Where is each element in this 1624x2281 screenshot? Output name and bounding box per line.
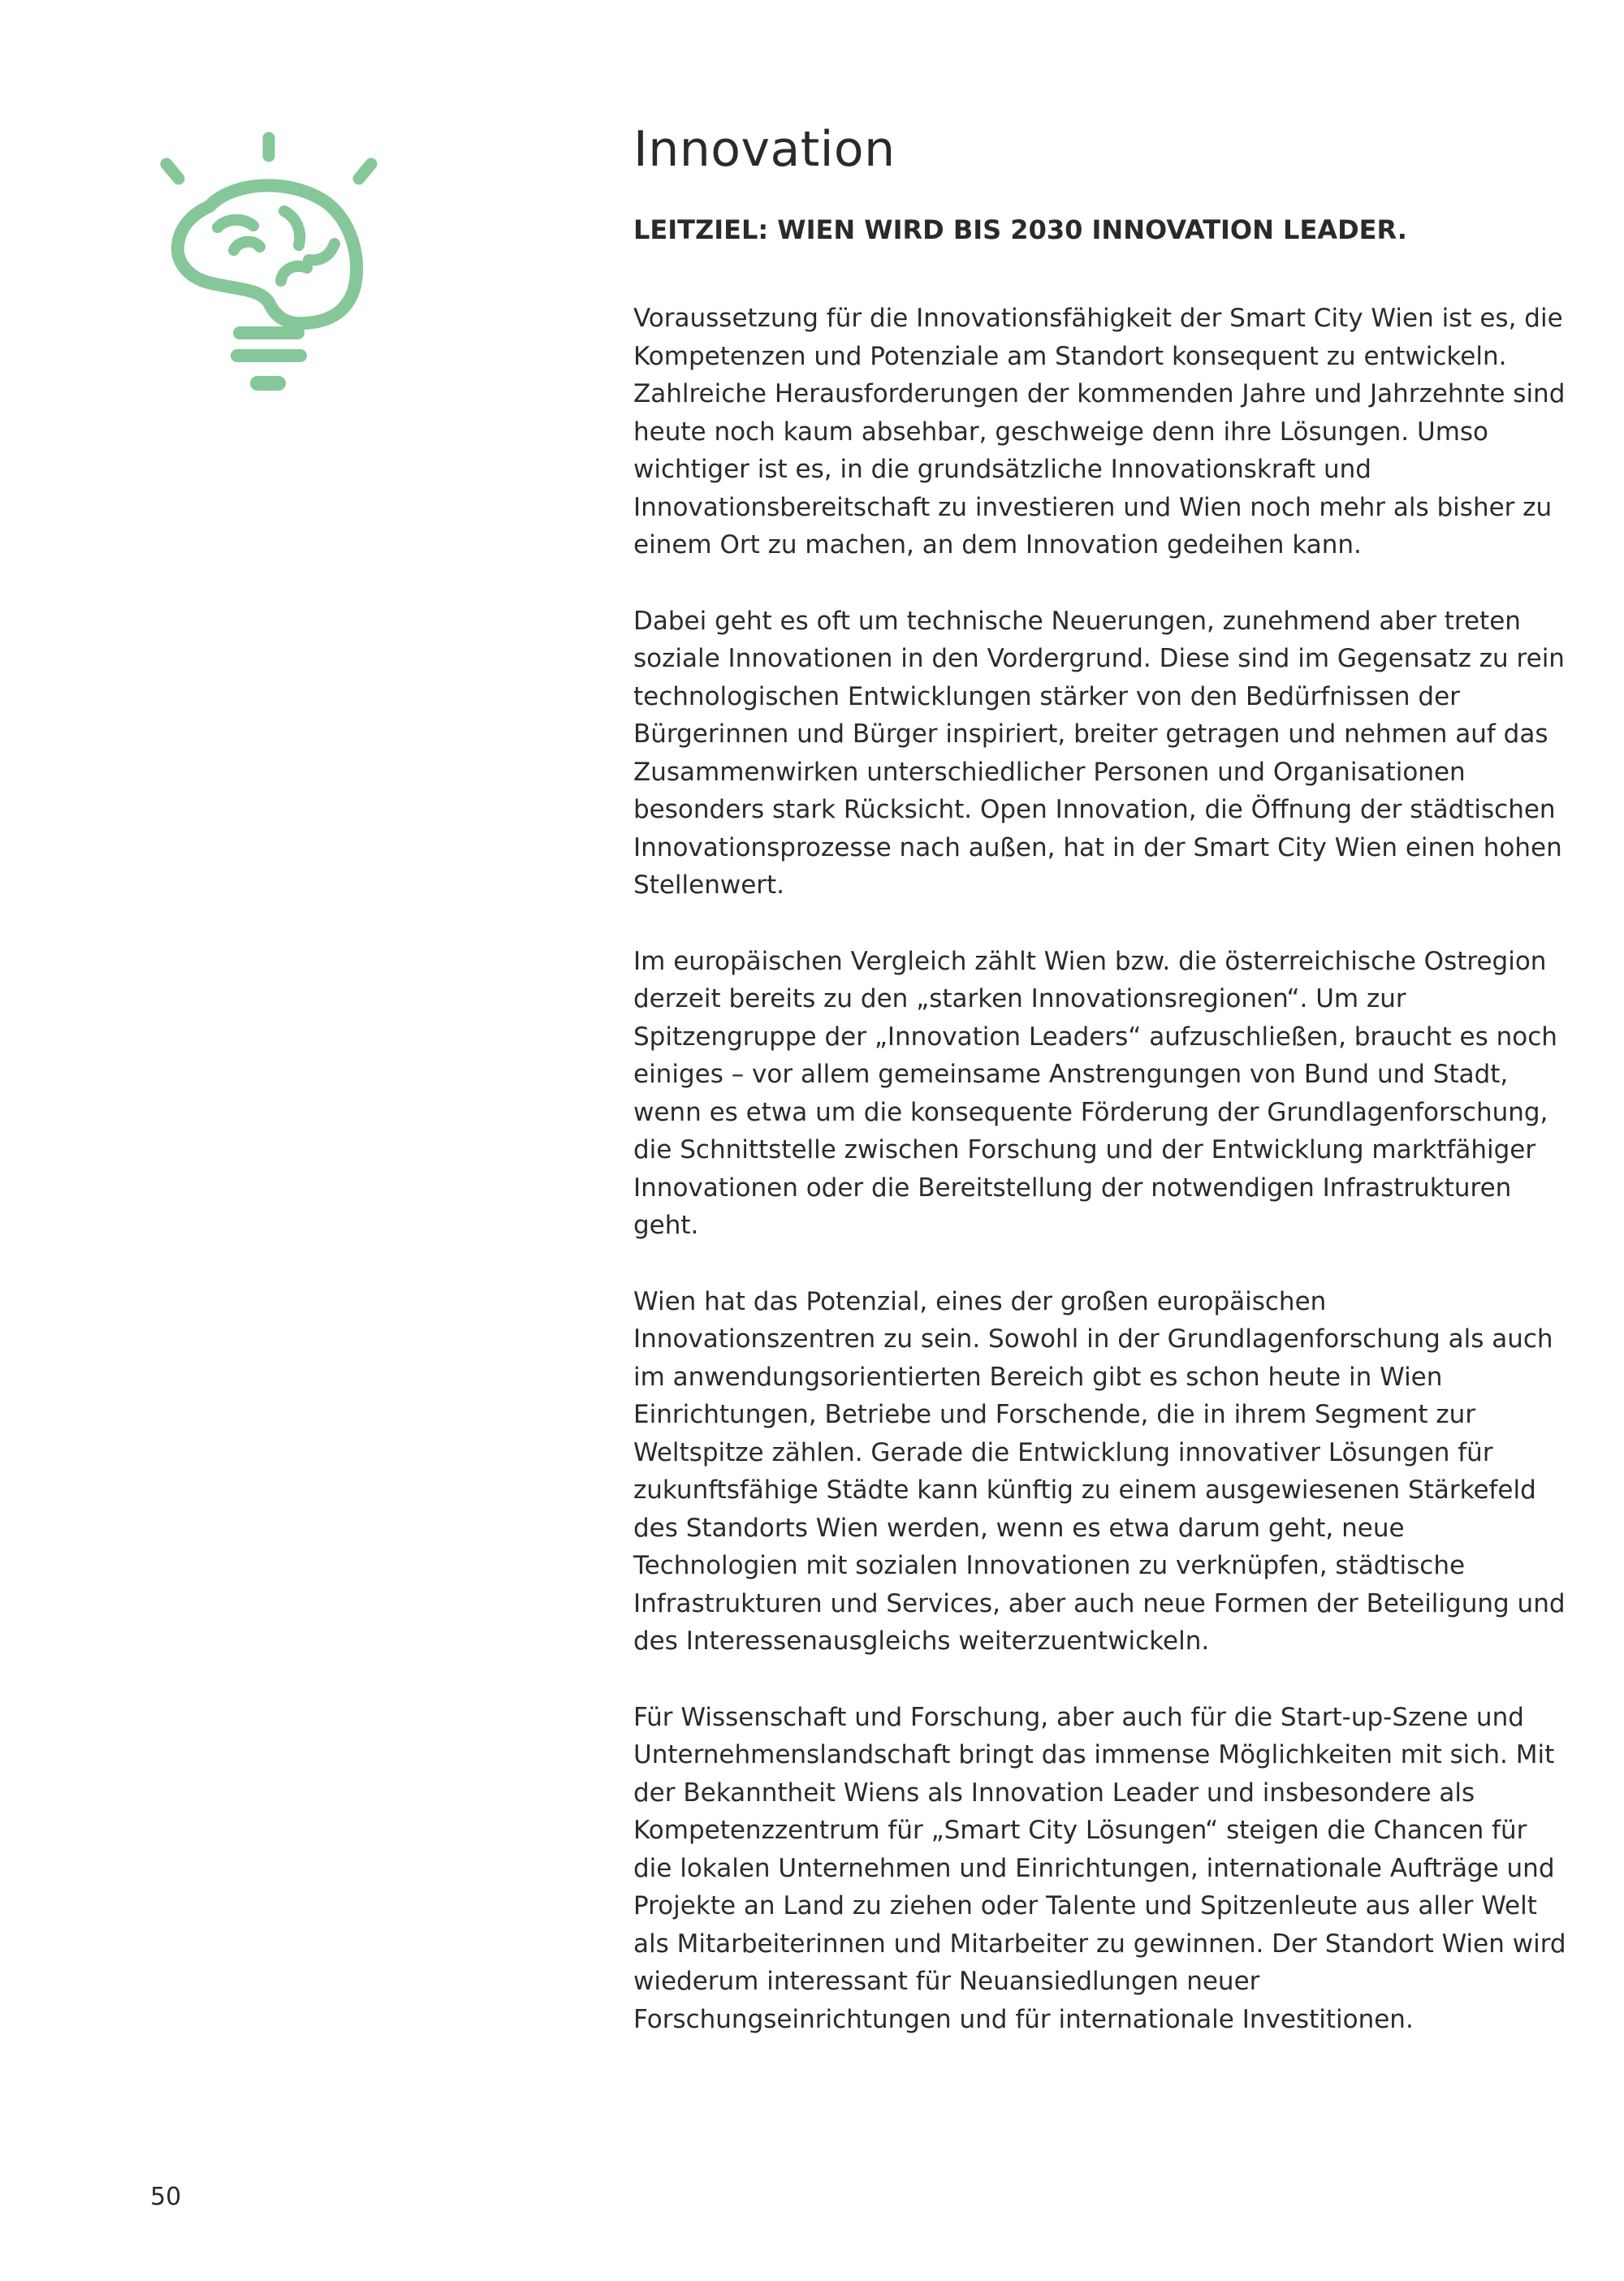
page-title: Innovation bbox=[633, 121, 896, 178]
paragraph-2: Dabei geht es oft um technische Neuerungen, zunehmend aber treten soziale Innovationen in den Vordergrund. Diese sind im Gegensatz zu rein technologischen Entwicklungen stärker von den Bedürfnissen der Bürgerinnen und Bürger inspiriert, breiter getragen und nehmen auf das Zusammenwirken unterschiedlicher Personen und Organisationen besonders stark Rücksicht. Open Innovation, die Öffnung der städtischen Innovationsprozesse nach außen, hat in der Smart City Wien einen hohen Stellenwert. bbox=[633, 606, 1565, 900]
main-content bbox=[633, 122, 1567, 2076]
lightbulb-brain-icon bbox=[146, 130, 390, 414]
paragraph-1: Voraussetzung für die Innovationsfähigkeit der Smart City Wien ist es, die Kompetenzen und Potenziale am Standort konsequent zu entwickeln. Zahlreiche Herausforderungen der kommenden Jahre und Jahrzehnte sind heute noch kaum absehbar, geschweige denn ihre Lösungen. Umso wichtiger ist es, in die grundsätzliche Innovationskraft und Innovationsbereitschaft zu investieren und Wien noch mehr als bisher zu einem Ort zu machen, an dem Innovation gedeihen kann. bbox=[633, 304, 1566, 559]
page-number: 50 bbox=[150, 2183, 182, 2211]
paragraph-3: Im europäischen Vergleich zählt Wien bzw. die österreichische Ostregion derzeit bereits zu den „starken Innovationsregionen“. Um zur Spitzengruppe der „Innovation Leaders“ aufzuschließen, braucht es noch einiges – vor allem gemeinsame Anstrengungen von Bund und Stadt, wenn es etwa um die konsequente Förderung der Grundlagenforschung, die Schnittstelle zwischen Forschung und der Entwicklung marktfähiger Innovationen oder die Bereitstellung der notwendigen Infrastrukturen geht. bbox=[633, 946, 1557, 1240]
leitziel-heading: LEITZIEL: WIEN WIRD BIS 2030 INNOVATION LEADER. bbox=[633, 214, 1407, 245]
paragraph-5: Für Wissenschaft und Forschung, aber auch für die Start-up-Szene und Unternehmenslandschaft bringt das immense Möglichkeiten mit sich. Mit der Bekanntheit Wiens als Innovation Leader und insbesondere als Kompetenzzentrum für „Smart City Lösungen“ steigen die Chancen für die lokalen Unternehmen und Einrichtungen, internationale Aufträge und Projekte an Land zu ziehen oder Talente und Spitzenleute aus aller Welt als Mitarbeiterinnen und Mitarbeiter zu gewinnen. Der Standort Wien wird wiederum interessant für Neuansiedlungen neuer Forschungseinrichtungen und für internationale Investitionen. bbox=[633, 1702, 1566, 2034]
paragraph-4: Wien hat das Potenzial, eines der großen europäischen Innovationszentren zu sein. Sowohl in der Grundlagenforschung als auch im anwendungsorientierten Bereich gibt es schon heute in Wien Einrichtungen, Betriebe und Forschende, die in ihrem Segment zur Weltspitze zählen. Gerade die Entwicklung innovativer Lösungen für zukunftsfähige Städte kann künftig zu einem ausgewiesenen Stärkefeld des Standorts Wien werden, wenn es etwa darum geht, neue Technologien mit sozialen Innovationen zu verknüpfen, städtische Infrastrukturen und Services, aber auch neue Formen der Beteiligung und des Interessenausgleichs weiterzuentwickeln. bbox=[633, 1286, 1566, 1656]
